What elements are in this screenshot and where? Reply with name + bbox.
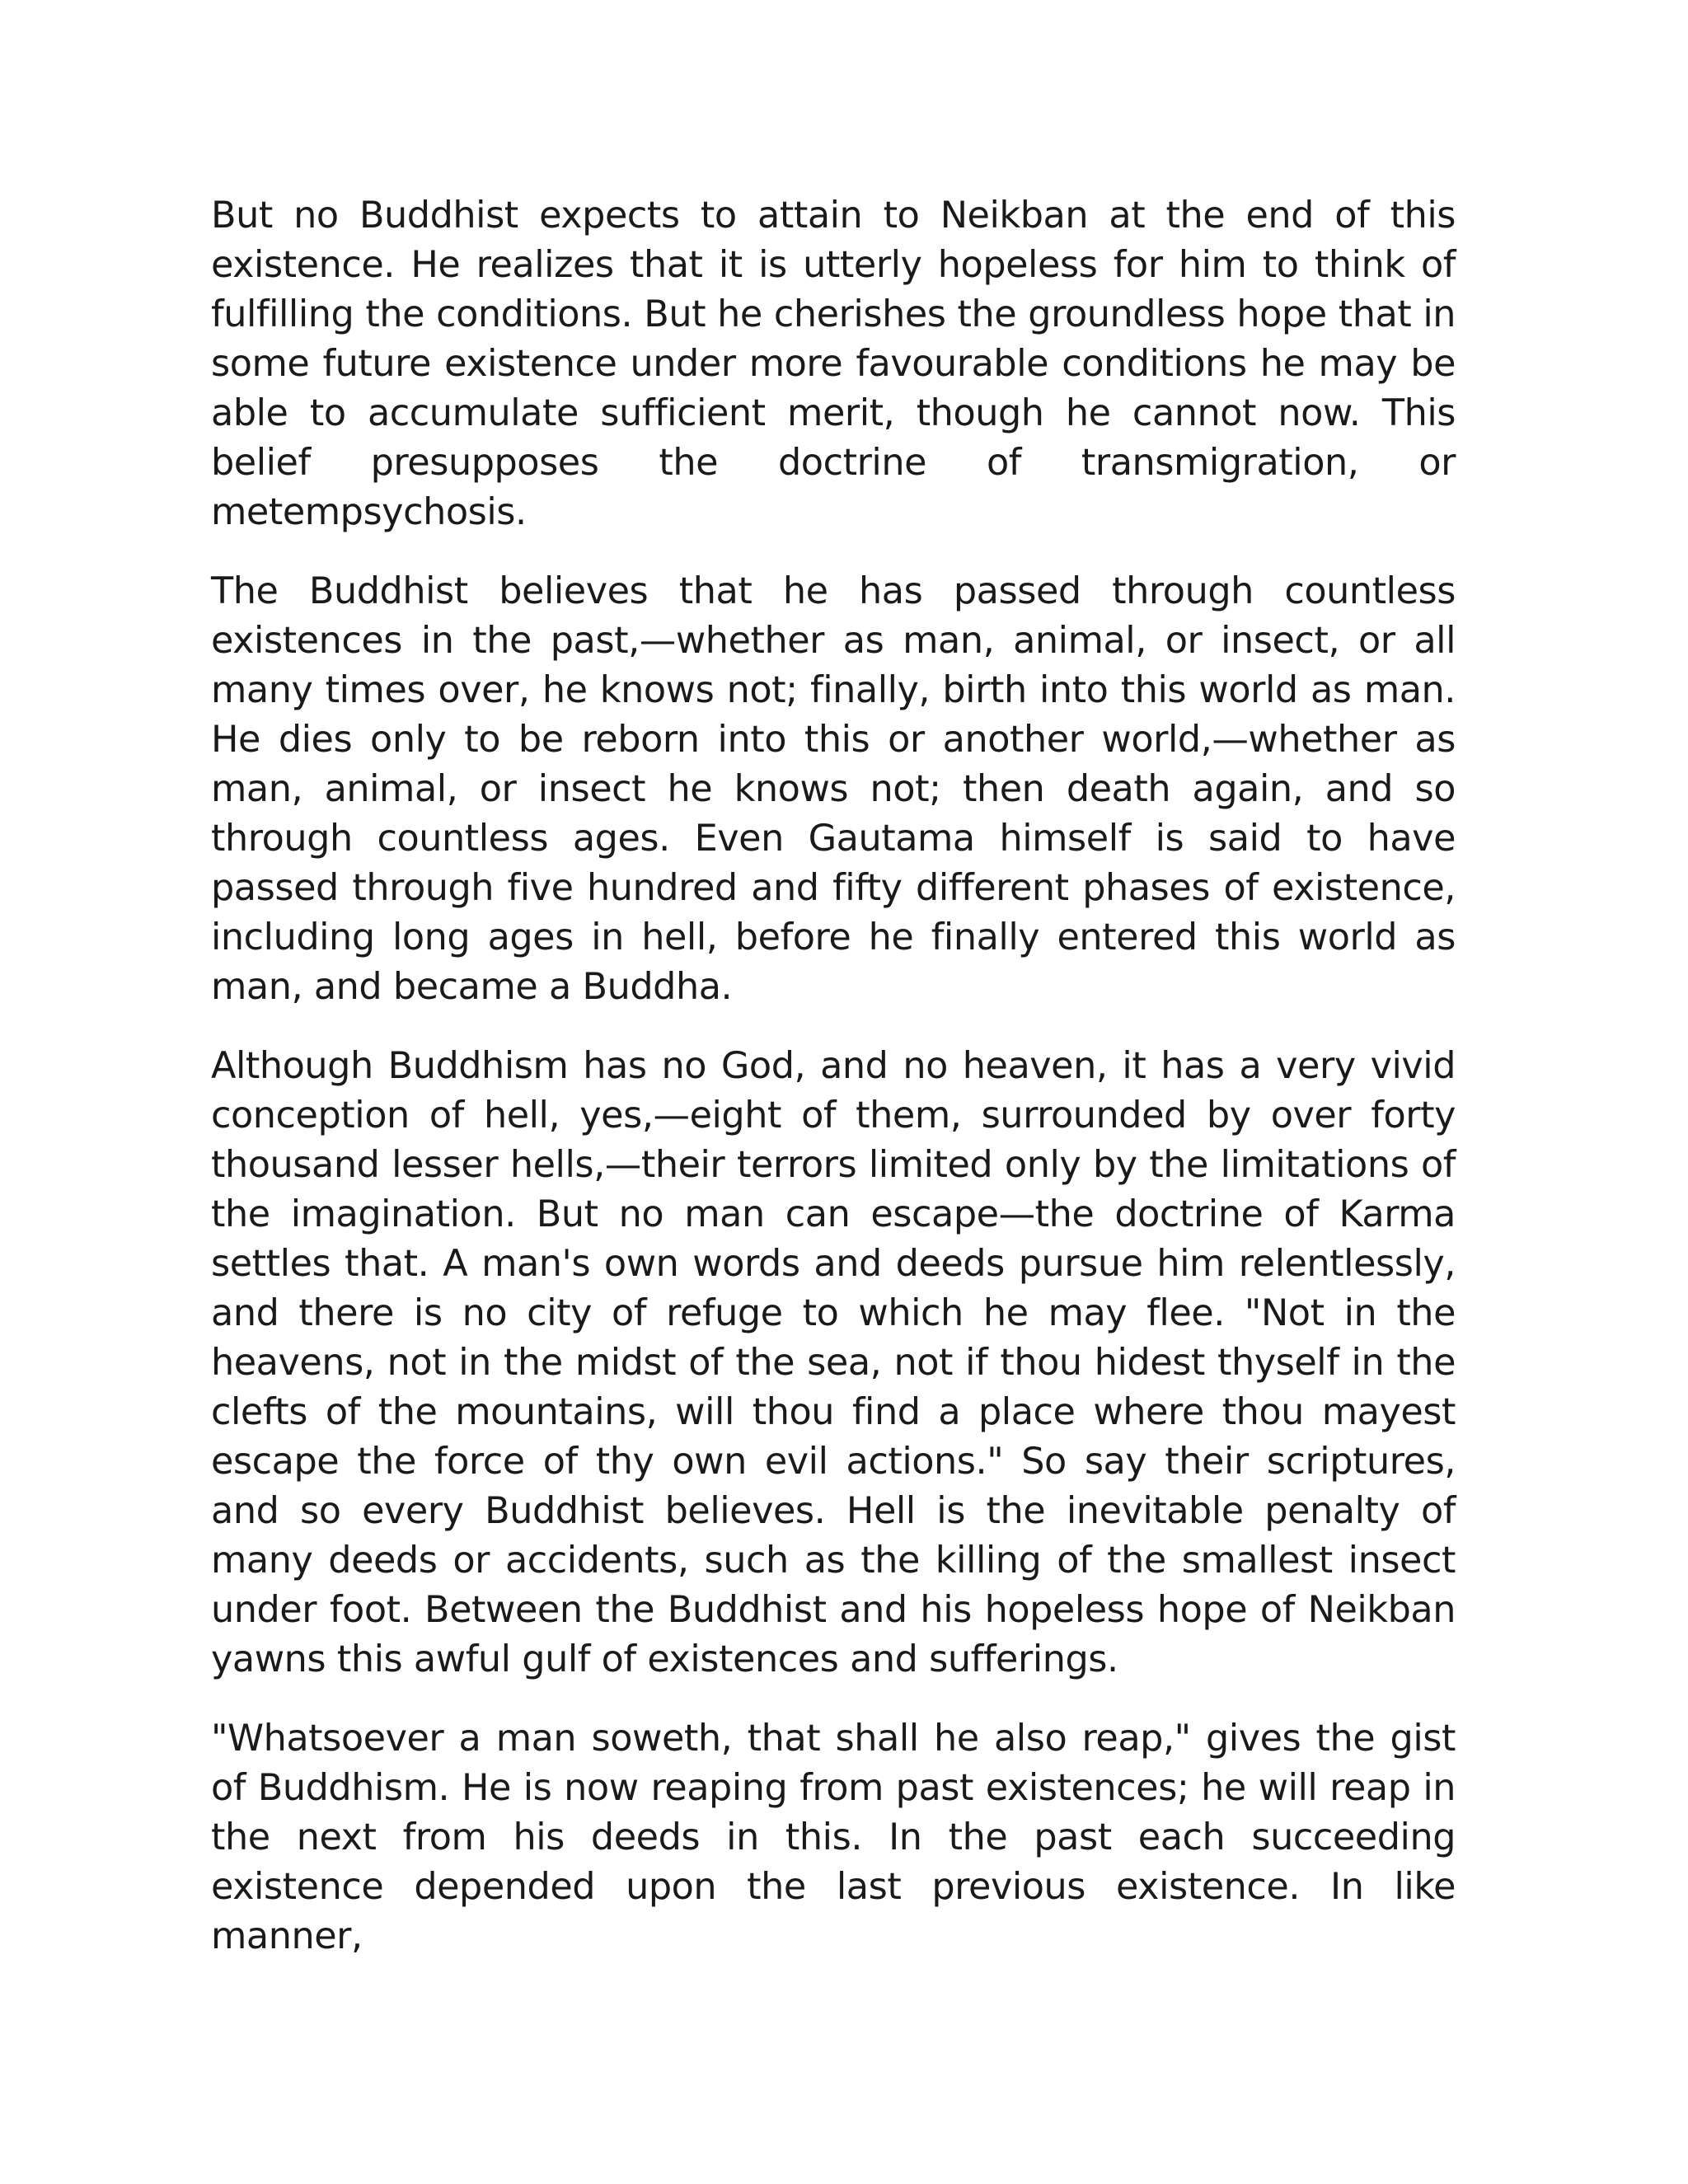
paragraph: The Buddhist believes that he has passed through countless existences in the past,—whether as man, animal, or insect, or all many times over, he knows not; finally, birth into this world as man. He dies only to be reborn into this or another world,—whether as man, animal, or insect he knows not; then death again, and so through countless ages. Even Gautama himself is said to have passed through five hundred and fifty different phases of existence, including long ages in hell, before he finally entered this world as man, and became a Buddha. bbox=[211, 570, 1456, 1008]
page-body bbox=[211, 191, 1456, 1991]
paragraph: Although Buddhism has no God, and no heaven, it has a very vivid conception of hell, yes,—eight of them, surrounded by over forty thousand lesser hells,—their terrors limited only by the limitations of the imagination. But no man can escape—the doctrine of Karma settles that. A man's own words and deeds pursue him relentlessly, and there is no city of refuge to which he may flee. "Not in the heavens, not in the midst of the sea, not if thou hidest thyself in the clefts of the mountains, will thou find a place where thou mayest escape the force of thy own evil actions." So say their scriptures, and so every Buddhist believes. Hell is the inevitable penalty of many deeds or accidents, such as the killing of the smallest insect under foot. Between the Buddhist and his hopeless hope of Neikban yawns this awful gulf of existences and sufferings. bbox=[211, 1045, 1456, 1680]
paragraph: "Whatsoever a man soweth, that shall he also reap," gives the gist of Buddhism. He is now reaping from past existences; he will reap in the next from his deeds in this. In the past each succeeding existence depended upon the last previous existence. In like manner, bbox=[211, 1718, 1456, 1957]
paragraph: But no Buddhist expects to attain to Neikban at the end of this existence. He realizes that it is utterly hopeless for him to think of fulfilling the conditions. But he cherishes the groundless hope that in some future existence under more favourable conditions he may be able to accumulate sufficient merit, though he cannot now. This belief presupposes the doctrine of transmigration, or metempsychosis. bbox=[211, 194, 1456, 533]
